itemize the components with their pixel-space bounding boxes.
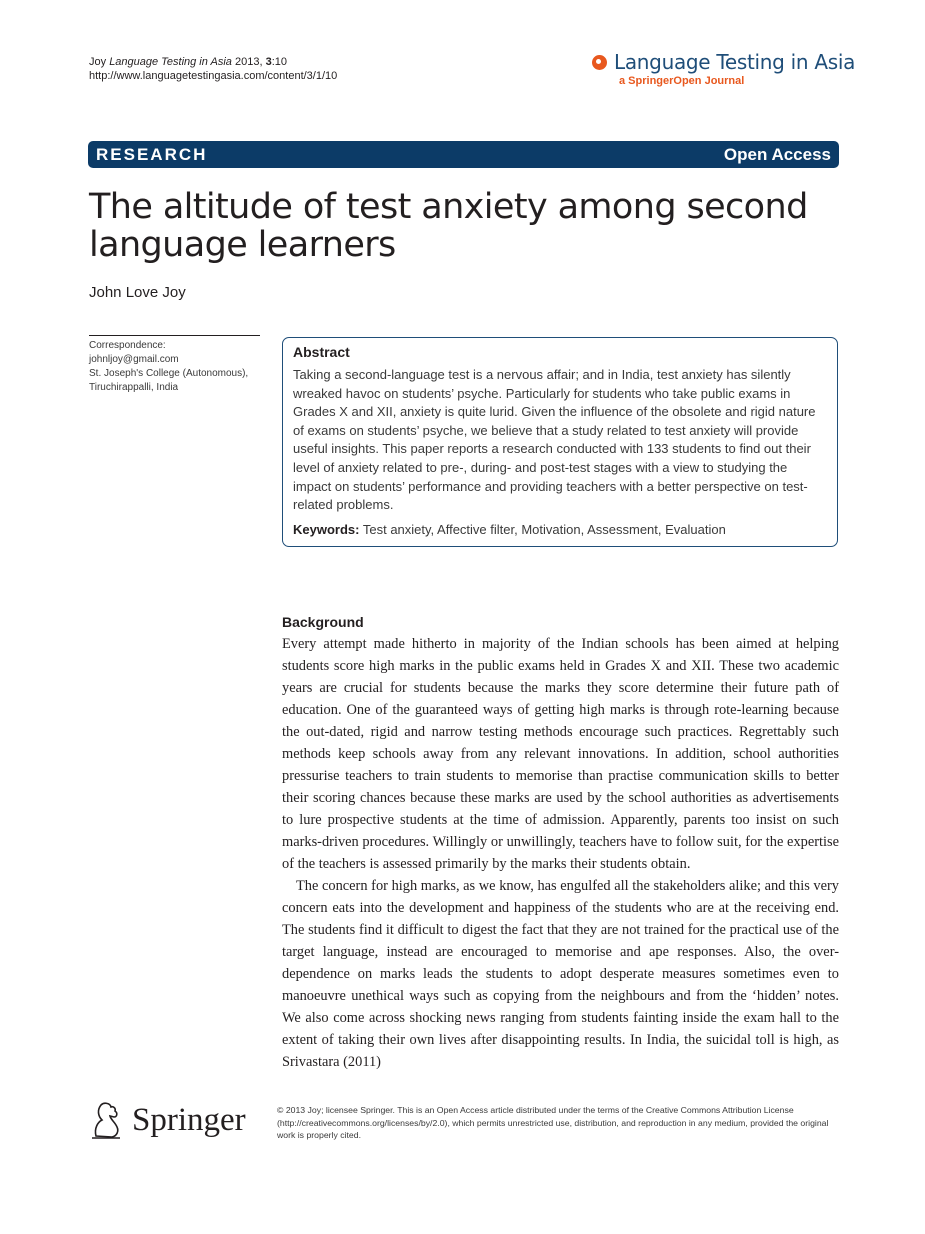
section-heading-background: Background bbox=[282, 614, 364, 630]
journal-name: Language Testing in Asia bbox=[614, 50, 856, 74]
affiliation-line-1: St. Joseph's College (Autonomous), bbox=[89, 368, 249, 379]
article-type-banner bbox=[88, 141, 839, 168]
abstract-text: Taking a second-language test is a nervous affair; and in India, test anxiety has silently wreaked havoc on students’ psyche. Particularly for students who take public exams in Grades X and XII, anxiety is quite lurid. Given the influence of the obsolete and rigid nature of exams on students’ psyche, we believe that a study related to test anxiety will provide useful insights. This paper reports a research conducted with 133 students to find out their level of anxiety related to pre-, during- and post-test stages with a view to studying the impact on students’ performance and providing teachers with a better perspective on test-related problems. bbox=[293, 367, 816, 513]
citation bbox=[89, 55, 337, 83]
springer-wordmark: Springer bbox=[132, 1101, 246, 1138]
springer-horse-icon bbox=[88, 1100, 124, 1140]
license-notice: © 2013 Joy; licensee Springer. This is an Open Access article distributed under the terms of the Creative Commons Attribution License (http://creativecommons.org/licenses/by/2.0), which permits unrestricted use, distribution, and reproduction in any medium, provided the original work is properly cited. bbox=[277, 1105, 829, 1140]
correspondence-label: Correspondence: bbox=[89, 340, 166, 351]
keywords-list: Test anxiety, Affective filter, Motivation, Assessment, Evaluation bbox=[362, 521, 726, 537]
cite-article: :10 bbox=[271, 56, 287, 68]
journal-brand[interactable] bbox=[592, 50, 855, 87]
journal-logo-icon bbox=[592, 55, 607, 70]
body-text bbox=[282, 633, 839, 1073]
keywords-label: Keywords: bbox=[293, 521, 360, 537]
article-author: John Love Joy bbox=[89, 284, 186, 301]
cite-year: 2013, bbox=[231, 56, 266, 68]
cite-author: Joy bbox=[89, 56, 107, 68]
open-access-label: Open Access bbox=[723, 145, 831, 164]
abstract-heading: Abstract bbox=[293, 344, 350, 360]
paragraph: The concern for high marks, as we know, has engulfed all the stakeholders alike; and this very concern eats into the development and happiness of the students who are at the receiving end. The students find it difficult to digest the fact that they are not trained for the practical use of the target language, instead are encouraged to memorise and ape responses. Also, the over-dependence on marks leads the students to adopt desperate measures sometimes even to manoeuvre unethical ways such as copying from the neighbours and from the ‘hidden’ notes. We also come across shocking news ranging from students fainting inside the exam hall to the extent of taking their own lives after disappointing results. In India, the suicidal toll is high, as Srivastara (2011) bbox=[282, 878, 839, 1070]
paragraph: Every attempt made hitherto in majority of the Indian schools has been aimed at helping students score high marks in the public exams held in Grades X and XII. These two academic years are crucial for students because the marks they score determine their future path of education. One of the guaranteed ways of getting high marks is through rote-learning because the out-dated, rigid and narrow testing methods encourage such practices. Regrettably such methods keep schools away from any relevant innovations. In addition, school authorities pressurise teachers to train students to memorise than practise communication skills to better their scoring chances because these marks are used by the school authorities as advertisements to lure prospective students at the time of admission. Apparently, parents too insist on such marks-driven procedures. Willingly or unwillingly, teachers have to follow suit, for the expertise of the teachers is assessed primarily by the marks their students obtain. bbox=[282, 636, 839, 872]
cite-journal: Language Testing in Asia bbox=[109, 56, 232, 68]
keywords bbox=[293, 521, 826, 539]
affiliation-line-2: Tiruchirappalli, India bbox=[89, 382, 179, 393]
cite-volume: 3 bbox=[265, 56, 272, 68]
article-title: The altitude of test anxiety among second language learners bbox=[89, 187, 808, 265]
article-type: RESEARCH bbox=[96, 145, 208, 164]
springer-logo bbox=[88, 1100, 246, 1140]
abstract-box bbox=[282, 337, 838, 547]
article-url[interactable]: http://www.languagetestingasia.com/content/3/1/10 bbox=[89, 70, 338, 82]
correspondence bbox=[89, 339, 264, 395]
journal-subtitle: a SpringerOpen Journal bbox=[619, 75, 745, 87]
correspondence-email[interactable]: johnljoy@gmail.com bbox=[89, 354, 179, 365]
sidebar-divider bbox=[89, 335, 260, 336]
